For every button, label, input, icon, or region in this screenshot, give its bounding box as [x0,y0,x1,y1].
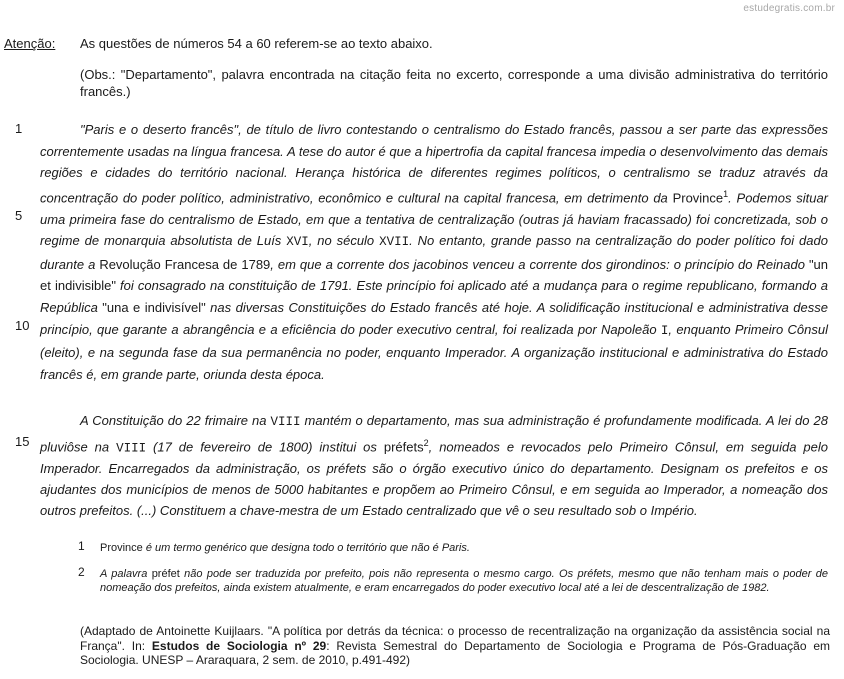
obs-note: (Obs.: "Departamento", palavra encontrada na citação feita no excerto, corresponde a uma divisão administrativa do território francês.) [80,67,828,99]
paragraph-1 [40,119,828,385]
line-number-15: 15 [15,434,30,449]
p2-text-d: , nomeados e revocados pelo Primeiro Cônsul, em seguida pelo Imperador. Encarregados da administração, os préfets são o órgão executivo único do departamento. Designam os prefeitos e os ajudantes dos municípios de menos de 5000 habitantes e propõem ao Primeiro Cônsul, e em seguida ao Imperador, a nomeação dos outros prefeitos. (...) Constituem a chave-mestra de um Estado centralizado que vê o seu resultado sob o Império. [40,439,828,518]
revolution-phrase: Revolução Francesa de 1789 [99,256,271,272]
source-text-a: (Adaptado de Antoinette Kuijlaars. "A política por detrás da técnica: o processo de recentralização na organização da assistência social na França". In: [80,624,830,653]
p2-text-a: A Constituição do 22 frimaire na [80,413,271,428]
line-number-5: 5 [15,208,23,223]
p1-text-h: , enquanto Primeiro Cônsul (eleito), e na segunda fase da sua permanência no poder, enquanto Imperador. A organização institucional e administrativa do Estado francês é, em grande parte, oriunda desta época. [40,321,829,382]
paragraph-2 [40,411,828,522]
p1-text-d: . No entanto, grande passo na centralização do poder político foi dado durante a [40,233,828,272]
footnote-word: Province [100,542,143,554]
footnote-1 [78,539,828,555]
quote-un-et-indivisible: "un et indivisible" [40,256,829,294]
prefets-word: préfets [383,439,424,455]
roman-numeral: VIII [116,441,147,456]
roman-numeral: I [660,323,669,338]
footnote-ref-2: 2 [423,437,429,448]
line-number-10: 10 [15,318,30,333]
p1-text-f: foi consagrado na constituição de 1791. Este princípio foi aplicado até a mudança para o regime republicano, formando a República [40,278,828,316]
p1-text-e: , em que a corrente dos jacobinos venceu a corrente dos girondinos: o princípio do Reinado [270,256,809,272]
site-watermark: estudegratis.com.br [743,3,835,14]
p1-text-c: , no século [308,233,380,249]
attention-label: Atenção: [4,36,56,51]
source-citation [80,624,830,668]
attention-text: As questões de números 54 a 60 referem-se ao texto abaixo. [80,36,433,51]
p2-text-c: (17 de fevereiro de 1800) institui os [146,439,384,455]
p2-text-b: mantém o departamento, mas sua administração é profundamente modificada. A lei do 28 pluviôse na [40,413,828,455]
p1-text-g: nas diversas Constituições do Estado francês até hoje. A solidificação institucional e administrativa desse princípio, que garante a abrangência e a eficiência do poder executivo central, foi realizada por Napoleão [40,300,828,337]
source-text-b: : Revista Semestral do Departamento de Sociologia e Programa de Pós-Graduação em Sociologia. UNESP – Araraquara, 2 sem. de 2010, p.491-492) [80,638,830,667]
line-number-1: 1 [15,121,23,136]
footnote-number: 2 [78,565,85,579]
roman-numeral: XVI [286,235,309,250]
footnote-text: é um termo genérico que designa todo o território que não é Paris. [142,542,470,554]
p1-text-b: . Podemos situar uma primeira fase do centralismo de Estado, em que a tentativa de centralização (outras já haviam fracassado) foi concretizada, sob o regime de monarquia absolutista de Luís [40,190,829,249]
province-word: Province [672,190,724,206]
quote-una-e-indivisivel: "una e indivisível" [102,300,206,316]
roman-numeral: VIII [270,415,301,429]
footnote-text: não pode ser traduzida por prefeito, pois não representa o mesmo cargo. Os préfets, mesmo que não tenham mais o poder de nomeação dos prefeitos, ainda existem atualmente, e eram encarregados do poder executivo local até a lei de descentralização de 1982. [100,568,828,595]
p1-text-a: "Paris e o deserto francês", de título de livro contestando o centralismo do Estado francês, passou a ser parte das expressões correntemente usadas na língua francesa. A tese do autor é que a hipertrofia da capital francesa impedia o desenvolvimento das demais regiões e cidades do território nacional. Herança histórica de diferentes regimes políticos, o centralismo se traduz através da concentração do poder político, administrativo, econômico e cultural na capital francesa, em detrimento da [40,122,828,206]
footnote-word: préfet [151,568,180,580]
footnote-text: A palavra [100,568,152,580]
footnote-ref-1: 1 [723,188,729,199]
roman-numeral: XVII [379,235,410,250]
footnote-2 [78,565,828,595]
footnote-number: 1 [78,539,85,553]
journal-title: Estudos de Sociologia nº 29 [151,638,327,653]
